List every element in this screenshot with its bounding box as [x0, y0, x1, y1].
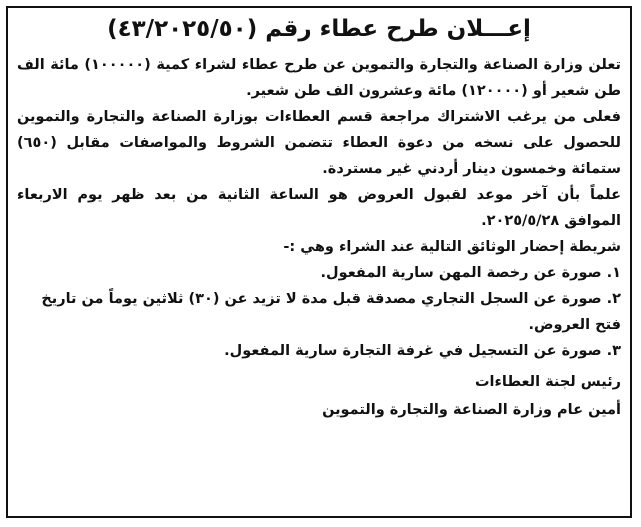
announcement-title: إعـــلان طرح عطاء رقم (٤٣/٢٠٢٥/٥٠): [107, 16, 531, 42]
signature-block: [17, 368, 621, 424]
document-item: ١. صورة عن رخصة المهن سارية المفعول.: [320, 265, 621, 281]
participation-paragraph: فعلى من يرغب الاشتراك مراجعة قسم العطاءات بوزارة الصناعة والتجارة والتموين للحصول على نسخه من دعوة العطاء تتضمن الشروط والمواصفات مقابل (٦٥٠) ستمائة وخمسون دينار أردني غير مستردة.: [17, 109, 621, 177]
signature-secretary-general: أمين عام وزارة الصناعة والتجارة والتموين: [322, 402, 621, 418]
deadline-paragraph: علماً بأن آخر موعد لقبول العروض هو الساعة الثانية من بعد ظهر يوم الاربعاء الموافق ٢٠٢٥/٥/٢٨.: [17, 187, 621, 229]
intro-paragraph: تعلن وزارة الصناعة والتجارة والتموين عن طرح عطاء لشراء كمية (١٠٠٠٠٠) مائة الف طن شعير أو (١٢٠٠٠٠) مائة وعشرون الف طن شعير.: [17, 57, 621, 99]
announcement-frame: [6, 6, 632, 518]
document-item: ٢. صورة عن السجل التجاري مصدقة قبل مدة لا تزيد عن (٣٠) ثلاثين يوماً من تاريخ فتح العروض.: [41, 291, 621, 333]
documents-list: [17, 260, 621, 364]
document-item: ٣. صورة عن التسجيل في غرفة التجارة سارية المفعول.: [224, 343, 621, 359]
signature-committee-head: رئيس لجنة العطاءات: [474, 374, 621, 390]
documents-heading: شريطة إحضار الوثائق التالية عند الشراء وهي :-: [283, 239, 621, 255]
